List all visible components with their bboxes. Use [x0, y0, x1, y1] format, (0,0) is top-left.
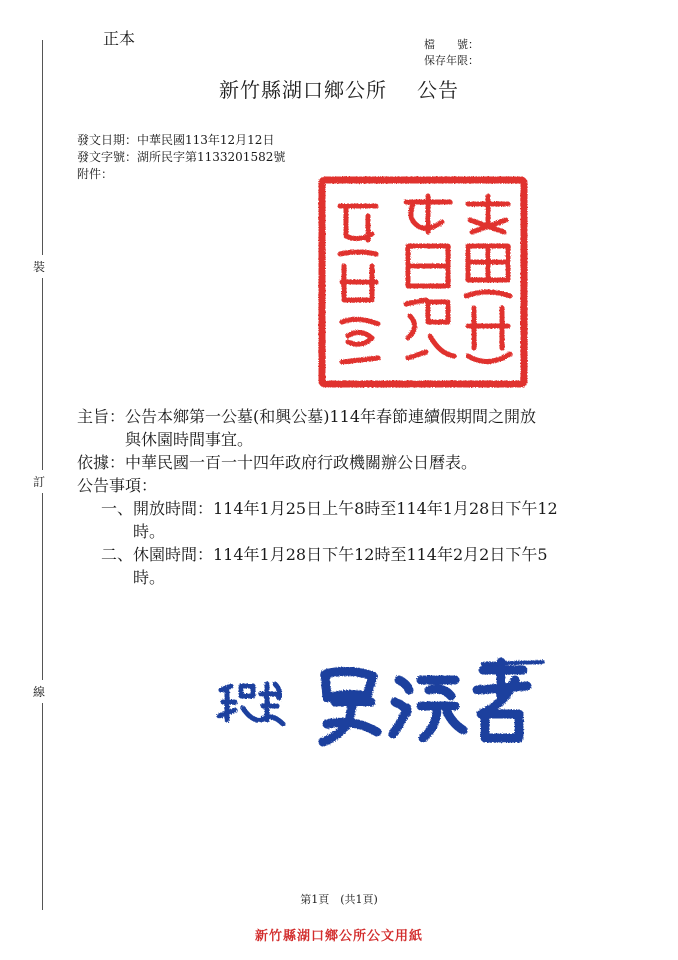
- binding-char-ding: 訂: [33, 470, 45, 493]
- subject-line-2: 與休園時間事宜。: [125, 430, 254, 449]
- document-kind: 公告: [417, 78, 459, 102]
- mayor-signature-stamp: [215, 650, 545, 750]
- item-2-line-2: 時。: [133, 568, 166, 587]
- stationery-brand: 新竹縣湖口鄉公所公文用紙: [254, 929, 423, 944]
- item-1-line-2: 時。: [133, 522, 166, 541]
- issue-date: 發文日期：中華民國113年12月12日: [77, 133, 275, 147]
- retention-label: 保存年限：: [424, 54, 479, 67]
- items-heading: 公告事項：: [77, 476, 158, 495]
- page-number: 第1頁 (共1頁): [300, 893, 378, 906]
- item-2-line-1: 二、休園時間：114年1月28日下午12時至114年2月2日下午5: [101, 545, 548, 564]
- issue-number: 發文字號：湖所民字第1133201582號: [77, 150, 286, 164]
- subject-line-1: 主旨：公告本鄉第一公墓(和興公墓)114年春節連續假期間之開放: [77, 407, 537, 426]
- file-number-label: 檔 號：: [424, 38, 479, 51]
- office-name: 新竹縣湖口鄉公所: [219, 78, 387, 102]
- binding-char-zhuang: 裝: [33, 255, 45, 278]
- attachment-label: 附件：: [77, 167, 114, 181]
- item-1-line-1: 一、開放時間：114年1月25日上午8時至114年1月28日下午12: [101, 499, 558, 518]
- basis-line: 依據：中華民國一百一十四年政府行政機關辦公日曆表。: [77, 453, 478, 472]
- copy-label: 正本: [103, 29, 136, 48]
- binding-char-xian: 線: [33, 680, 45, 703]
- announcement-body: [77, 0, 637, 960]
